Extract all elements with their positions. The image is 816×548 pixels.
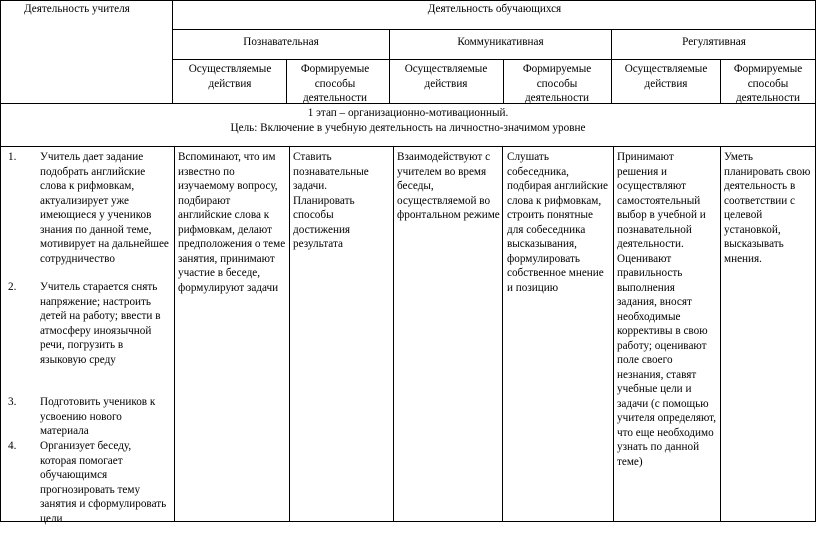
list-item-number: 4. [8,440,17,452]
sub-divider-1 [286,59,287,104]
body-divider-3 [393,146,394,522]
groups-top-line [172,29,816,30]
list-item-number: 1. [8,151,17,163]
list-item-text: Учитель дает задание подобрать английские слова к рифмовкам, актуализирует уже имеющиеся у учеников знания по данной теме, мотивирует на дальнейшее сотрудничество [40,151,169,265]
cognitive-methods-cell: Ставить познавательные задачи. Планировать способы достижения результата [293,151,369,250]
list-item-text: Организует беседу, которая помогает обучающимся прогнозировать тему занятия и сформулировать цели [40,440,167,525]
body-divider-5 [613,146,614,522]
body-divider-2 [289,146,290,522]
body-divider-6 [720,146,721,522]
group-regulative: Регулятивная [682,36,746,48]
list-item-text: Учитель старается снять напряжение; настроить детей на работу; ввести в атмосферу иноязычной речи, погрузить в языковую среду [40,281,161,366]
group-communicative: Коммуникативная [457,36,544,48]
table-border-top [0,0,816,1]
regulative-methods-header: Формируемые способы деятельности [733,63,803,104]
body-divider-1 [174,146,175,522]
group-cognitive: Познавательная [243,36,319,48]
communicative-methods-cell: Слушать собеседника, подбирая английские слова к рифмовкам, строить понятные для собеседника высказывания, формулировать собственное мнение и позицию [507,151,609,294]
teacher-activity-list [0,150,174,525]
cognitive-actions-header: Осуществляемые действия [188,63,272,90]
stage-bottom-line [0,146,816,147]
regulative-methods-cell: Уметь планировать свою деятельность в соответствии с целевой установкой, высказывать мнения. [724,151,811,265]
communicative-actions-header: Осуществляемые действия [404,63,488,90]
sub-divider-2 [503,59,504,104]
body-divider-4 [502,146,503,522]
sub-divider-3 [720,59,721,104]
communicative-methods-header: Формируемые способы деятельности [522,63,592,104]
regulative-actions-cell: Принимают решения и осуществляют самостоятельный выбор в учебной и познавательной деятельности. Оценивают правильность выполнения задания, вносят необходимые коррективы в свою работу; оценивают поле своего незнания, ставят учебные цели и задачи (с помощью учителя определяют, что еще необходимо узнать по данной теме) [617,151,717,468]
stage-goal: Цель: Включение в учебную деятельность на личностно-значимом уровне [230,122,586,134]
stage-title: 1 этап – организационно-мотивационный. [307,107,509,119]
student-activity-header: Деятельность обучающихся [427,3,562,15]
list-item-text: Подготовить учеников к усвоению нового материала [40,396,156,437]
list-item-number: 2. [8,281,17,293]
cognitive-methods-header: Формируемые способы деятельности [300,63,370,104]
list-item-number: 3. [8,396,17,408]
regulative-actions-header: Осуществляемые действия [624,63,708,90]
cognitive-actions-cell: Вспоминают, что им известно по изучаемому вопросу, подбирают английские слова к рифмовкам, делают предположения о теме занятия, принимают участие в беседе, формулируют задачи [178,151,286,294]
communicative-actions-cell: Взаимодействуют с учителем во время беседы, осуществляемой во фронтальном режиме [397,151,500,221]
header-bottom-line [0,103,816,104]
teacher-activity-header: Деятельность учителя [24,3,130,15]
